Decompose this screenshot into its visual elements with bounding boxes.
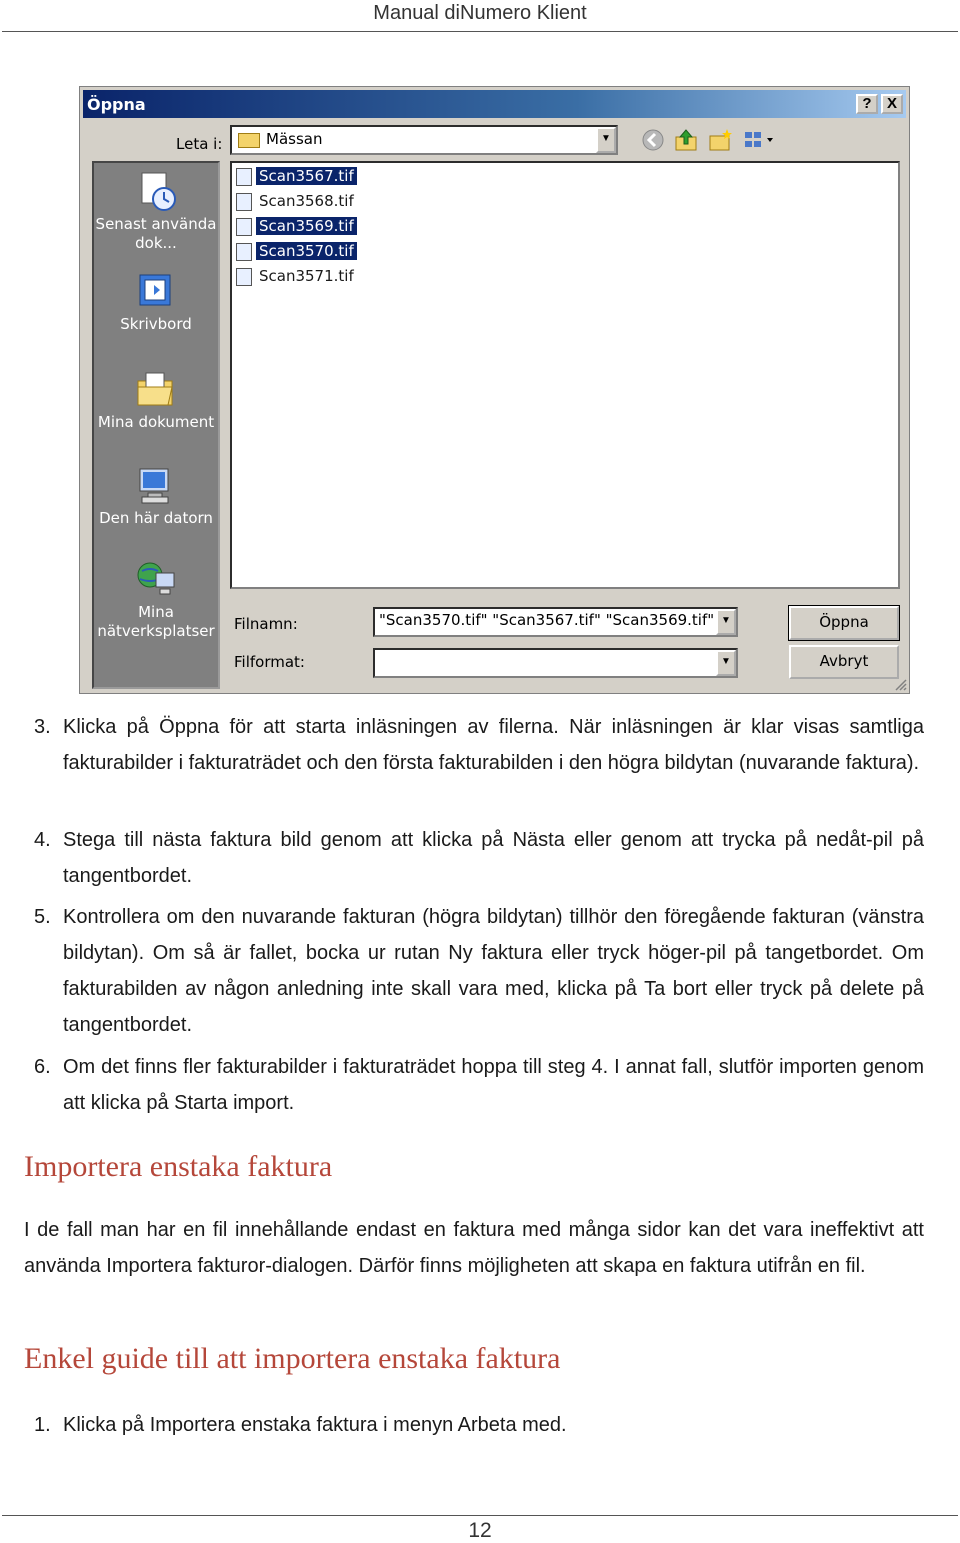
tif-file-icon bbox=[236, 193, 252, 211]
step-text: Klicka på Importera enstaka faktura i menyn Arbeta med. bbox=[63, 1414, 567, 1436]
step-text: Klicka på Öppna för att starta inläsningen av filerna. När inläsningen är klar visas samtliga fakturabilder i fakturaträdet och den första fakturabilden i den högra bildytan (nuvarande faktura). bbox=[63, 716, 924, 774]
list-item[interactable] bbox=[236, 240, 357, 262]
step-number: 3. bbox=[34, 716, 51, 738]
step-number: 1. bbox=[34, 1414, 51, 1436]
my-documents-icon bbox=[134, 367, 178, 411]
step-item bbox=[34, 822, 924, 894]
place-label: Mina dokument bbox=[97, 413, 215, 431]
tif-file-icon bbox=[236, 168, 252, 186]
view-menu-icon[interactable] bbox=[742, 127, 778, 153]
file-name: Scan3570.tif bbox=[256, 242, 357, 260]
list-item[interactable] bbox=[236, 265, 357, 287]
step-text: Stega till nästa faktura bild genom att klicka på Nästa eller genom att trycka på nedåt-pil på tangentbordet. bbox=[63, 829, 924, 887]
header-rule bbox=[2, 31, 958, 32]
place-label: Den här datorn bbox=[99, 509, 213, 527]
my-computer-icon bbox=[134, 463, 178, 507]
file-name: Scan3567.tif bbox=[256, 167, 357, 185]
look-in-label: Leta i: bbox=[176, 135, 223, 153]
place-recent[interactable] bbox=[94, 169, 218, 253]
chevron-down-icon[interactable]: ▼ bbox=[716, 609, 736, 635]
place-desktop[interactable] bbox=[94, 269, 218, 334]
open-file-dialog bbox=[79, 86, 910, 694]
step-item bbox=[34, 709, 924, 781]
step-text: Om det finns fler fakturabilder i fakturaträdet hoppa till steg 4. I annat fall, slutför importen genom att klicka på Starta import. bbox=[63, 1056, 924, 1114]
section-heading: Enkel guide till att importera enstaka faktura bbox=[24, 1342, 561, 1375]
place-my-documents[interactable] bbox=[94, 367, 218, 432]
file-name: Scan3571.tif bbox=[259, 267, 354, 285]
step-number: 5. bbox=[34, 906, 51, 928]
filename-value: "Scan3570.tif" "Scan3567.tif" "Scan3569.tif" bbox=[379, 611, 715, 629]
open-button[interactable]: Öppna bbox=[789, 606, 899, 640]
file-list[interactable] bbox=[230, 161, 900, 589]
list-item[interactable] bbox=[236, 215, 357, 237]
step-number: 6. bbox=[34, 1056, 51, 1078]
look-in-combo[interactable] bbox=[230, 125, 618, 155]
chevron-down-icon[interactable]: ▼ bbox=[716, 650, 736, 676]
place-network[interactable] bbox=[94, 557, 218, 641]
recent-documents-icon bbox=[134, 169, 178, 213]
cancel-button[interactable]: Avbryt bbox=[789, 645, 899, 679]
running-header: Manual diNumero Klient bbox=[373, 2, 587, 24]
dialog-titlebar bbox=[83, 90, 906, 118]
section-paragraph: I de fall man har en fil innehållande endast en faktura med många sidor kan det vara ineffektivt att använda Importera fakturor-dialogen. Därför finns möjligheten att skapa en faktura utifrån en fil. bbox=[24, 1219, 924, 1277]
list-item[interactable] bbox=[236, 190, 357, 212]
resize-grip-icon[interactable] bbox=[893, 677, 907, 691]
step-item bbox=[34, 899, 924, 1043]
file-name: Scan3568.tif bbox=[259, 192, 354, 210]
step-item bbox=[34, 1049, 924, 1121]
back-icon[interactable] bbox=[640, 127, 666, 153]
close-button[interactable]: X bbox=[881, 94, 903, 114]
tif-file-icon bbox=[236, 218, 252, 236]
look-in-value: Mässan bbox=[266, 130, 323, 148]
network-places-icon bbox=[134, 557, 178, 601]
dialog-title: Öppna bbox=[87, 95, 146, 114]
place-label: Mina nätverksplatser bbox=[97, 603, 215, 640]
place-my-computer[interactable] bbox=[94, 463, 218, 528]
place-label: Senast använda dok... bbox=[95, 215, 217, 252]
up-folder-icon[interactable] bbox=[673, 127, 699, 153]
tif-file-icon bbox=[236, 243, 252, 261]
step-text: Kontrollera om den nuvarande fakturan (högra bildytan) tillhör den föregående fakturan (vänstra bildytan). Om så är fallet, bocka ur rutan Ny faktura eller tryck höger-pil på tangetbordet. Om fakturabilden av någon anledning inte skall vara med, klicka på Ta bort eller tryck på delete på tangentbordet. bbox=[63, 906, 924, 1036]
chevron-down-icon[interactable]: ▼ bbox=[596, 127, 616, 153]
section-heading: Importera enstaka faktura bbox=[24, 1150, 333, 1183]
place-label: Skrivbord bbox=[120, 315, 192, 333]
help-button[interactable]: ? bbox=[856, 94, 878, 114]
file-name: Scan3569.tif bbox=[256, 217, 357, 235]
folder-icon bbox=[238, 133, 260, 148]
desktop-icon bbox=[134, 269, 178, 313]
filename-label: Filnamn: bbox=[234, 615, 298, 633]
list-item[interactable] bbox=[236, 165, 357, 187]
page-number: 12 bbox=[468, 1519, 492, 1542]
filename-field[interactable] bbox=[373, 607, 738, 637]
new-folder-icon[interactable] bbox=[707, 127, 733, 153]
step-number: 4. bbox=[34, 829, 51, 851]
footer-rule bbox=[2, 1515, 958, 1516]
step-item bbox=[34, 1407, 924, 1443]
tif-file-icon bbox=[236, 268, 252, 286]
filetype-select[interactable] bbox=[373, 648, 738, 678]
filetype-label: Filformat: bbox=[234, 653, 305, 671]
places-bar bbox=[92, 161, 220, 689]
